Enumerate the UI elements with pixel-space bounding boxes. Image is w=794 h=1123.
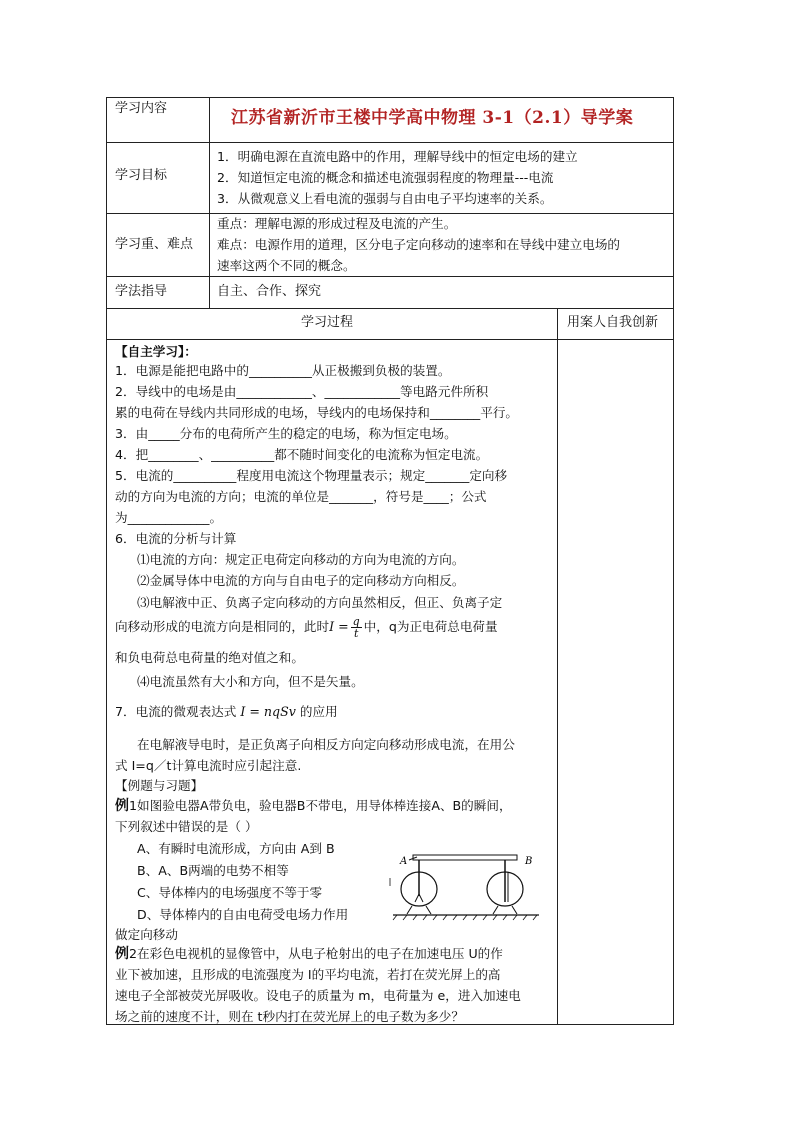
fraction-denominator: t bbox=[353, 627, 359, 640]
row-divider bbox=[107, 339, 673, 340]
goal-item: 3．从微观意义上看电流的强弱与自由电子平均速率的关系。 bbox=[217, 191, 553, 206]
electroscope-b-leg bbox=[493, 906, 498, 914]
col-divider bbox=[209, 98, 210, 308]
question-2b: 累的电荷在导线内共同形成的电场，导线内的电场保持和________平行。 bbox=[115, 405, 518, 420]
label-method: 学法指导 bbox=[115, 284, 168, 299]
option-d-continued: 做定向移动 bbox=[115, 927, 178, 942]
section-7-paragraph-2: 式 I=q／t计算电流时应引起注意. bbox=[115, 758, 302, 773]
row-divider bbox=[107, 308, 673, 309]
point-6-3b-rest: 中，q为正电荷总电荷量 bbox=[363, 619, 498, 634]
goals-list bbox=[217, 146, 578, 209]
electroscope-figure bbox=[387, 848, 545, 928]
lesson-table bbox=[106, 97, 674, 1025]
goal-item: 2．知道恒定电流的概念和描述电流强弱程度的物理量---电流 bbox=[217, 170, 554, 185]
innovation-header: 用案人自我创新 bbox=[567, 315, 659, 330]
electroscope-a-leg bbox=[407, 906, 412, 914]
example-2-text: 2在彩色电视机的显像管中，从电子枪射出的电子在加速电压 U的作 bbox=[129, 946, 503, 961]
col-divider bbox=[557, 308, 558, 1024]
option-a: A、有瞬时电流形成，方向由 A到 B bbox=[137, 841, 335, 856]
question-3: 3．由_____分布的电荷所产生的稳定的电场，称为恒定电场。 bbox=[115, 426, 457, 441]
goal-item: 1．明确电源在直流电路中的作用，理解导线中的恒定电场的建立 bbox=[217, 149, 578, 164]
electroscope-a-leg bbox=[426, 906, 431, 914]
micro-formula: I = nqSv bbox=[240, 704, 296, 719]
key-line: 重点：理解电源的形成过程及电流的产生。 bbox=[217, 216, 457, 231]
example-1-line-2: 下列叙述中错误的是（ ） bbox=[115, 819, 258, 834]
question-4: 4．把________、__________都不随时间变化的电流称为恒定电流。 bbox=[115, 447, 489, 462]
question-5c: 为_____________。 bbox=[115, 510, 223, 525]
key-line: 难点：电源作用的道理，区分电子定向移动的速率和在导线中建立电场的 bbox=[217, 237, 620, 252]
ground-hatching bbox=[393, 915, 537, 920]
point-6-3b-text: 向移动形成的电流方向是相同的，此时 bbox=[115, 619, 330, 634]
section-7-heading bbox=[115, 701, 338, 720]
key-line: 速率这两个不同的概念。 bbox=[217, 258, 356, 273]
page-title: 江苏省新沂市王楼中学高中物理 3-1（2.1）导学案 bbox=[231, 108, 634, 128]
method-value: 自主、合作、探究 bbox=[217, 284, 322, 299]
conductor-rod bbox=[413, 855, 517, 860]
example-1-line-1 bbox=[115, 795, 512, 815]
examples-heading: 【例题与习题】 bbox=[115, 778, 204, 793]
point-6-3c: 和负电荷总电荷量的绝对值之和。 bbox=[115, 650, 304, 665]
label-content: 学习内容 bbox=[115, 101, 168, 116]
electroscope-a-label: A bbox=[400, 856, 408, 867]
question-5b: 动的方向为电流的方向；电流的单位是_______，符号是____；公式 bbox=[115, 489, 487, 504]
fraction-q-over-t bbox=[351, 616, 362, 639]
example-2-line-4: 场之前的速度不计，则在 t秒内打在荧光屏上的电子数为多少？ bbox=[115, 1009, 464, 1024]
electroscope-b-label: B bbox=[525, 856, 533, 867]
question-5a: 5．电流的__________程度用电流这个物理量表示；规定_______定向移 bbox=[115, 468, 508, 483]
section-6-heading: 6．电流的分析与计算 bbox=[115, 531, 237, 546]
example-2-tag: 例 bbox=[115, 946, 129, 962]
fraction-numerator: q bbox=[352, 615, 360, 628]
question-2a: 2．导线中的电场是由____________、____________等电路元件所积 bbox=[115, 384, 489, 399]
section-7-suffix: 的应用 bbox=[299, 704, 338, 719]
example-2-line-3: 速电子全部被荧光屏吸收。设电子的质量为 m，电荷量为 e，进入加速电 bbox=[115, 988, 521, 1003]
row-divider bbox=[107, 142, 673, 143]
row-divider bbox=[107, 276, 673, 277]
example-2-line-1 bbox=[115, 943, 503, 963]
option-d: D、导体棒内的自由电荷受电场力作用 bbox=[137, 907, 349, 922]
point-6-2: ⑵金属导体中电流的方向与自由电子的定向移动方向相反。 bbox=[137, 573, 465, 588]
point-6-3b bbox=[115, 616, 498, 639]
example-2-line-2: 业下被加速，且形成的电流强度为 I的平均电流，若打在荧光屏上的高 bbox=[115, 967, 501, 982]
question-1: 1．电源是能把电路中的__________从正极搬到负极的装置。 bbox=[115, 363, 451, 378]
example-1-tag: 例 bbox=[115, 798, 129, 814]
formula-lhs: I = bbox=[329, 619, 349, 634]
point-6-3a: ⑶电解液中正、负离子定向移动的方向虽然相反，但正、负离子定 bbox=[137, 595, 503, 610]
option-c: C、导体棒内的电场强度不等于零 bbox=[137, 885, 323, 900]
option-b: B、A、B两端的电势不相等 bbox=[137, 863, 289, 878]
process-header: 学习过程 bbox=[301, 315, 354, 330]
label-key-points: 学习重、难点 bbox=[115, 237, 194, 252]
point-6-4: ⑷电流虽然有大小和方向，但不是矢量。 bbox=[137, 674, 364, 689]
point-6-1: ⑴电流的方向：规定正电荷定向移动的方向为电流的方向。 bbox=[137, 552, 465, 567]
example-1-text: 1如图验电器A带负电，验电器B不带电，用导体棒连接A、B的瞬间， bbox=[129, 798, 512, 813]
key-points bbox=[217, 213, 620, 276]
self-study-heading: 【自主学习】： bbox=[115, 344, 197, 359]
section-7-text: 7．电流的微观表达式 bbox=[115, 704, 237, 719]
electroscope-b-leg bbox=[512, 906, 517, 914]
label-goals: 学习目标 bbox=[115, 168, 168, 183]
section-7-paragraph-1: 在电解液导电时，是正负离子向相反方向定向移动形成电流，在用公 bbox=[137, 737, 515, 752]
